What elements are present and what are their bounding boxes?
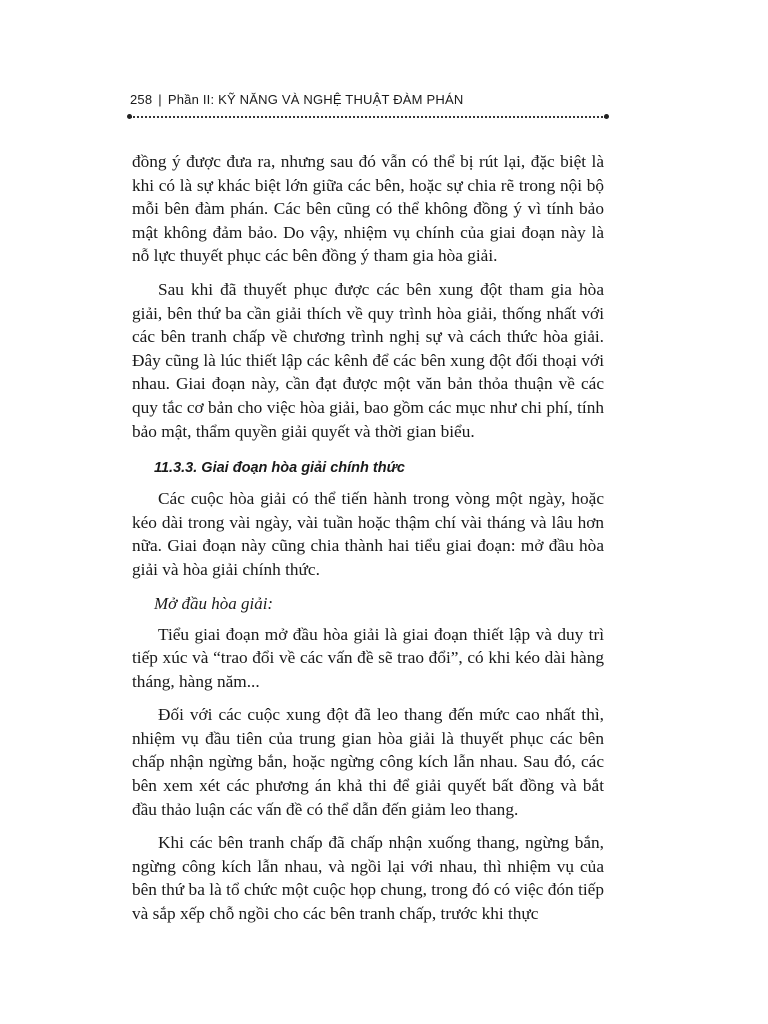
paragraph: Sau khi đã thuyết phục được các bên xung đột tham gia hòa giải, bên thứ ba cần giải thích về quy trình hòa giải, thống nhất với các bên tranh chấp về chương trình nghị sự và cách thức hòa giải. Đây cũng là lúc thiết lập các kênh để các bên xung đột đối thoại với nhau. Giai đoạn này, cần đạt được một văn bản thỏa thuận về các quy tắc cơ bản cho việc hòa giải, bao gồm các mục như chi phí, tính bảo mật, thẩm quyền giải quyết và thời gian biểu. <box>132 279 604 441</box>
paragraph: Tiểu giai đoạn mở đầu hòa giải là giai đoạn thiết lập và duy trì tiếp xúc và “trao đổi về các vấn đề sẽ trao đổi”, có khi kéo dài hàng tháng, hàng năm... <box>132 624 604 691</box>
header-separator: | <box>158 92 162 107</box>
rule-left-dot <box>127 114 132 119</box>
sub-heading: Mở đầu hòa giải: <box>154 593 274 613</box>
running-header <box>130 92 606 107</box>
part-title: Phần II: KỸ NĂNG VÀ NGHỆ THUẬT ĐÀM PHÁN <box>167 92 464 107</box>
paragraph-continued: đồng ý được đưa ra, nhưng sau đó vẫn có thể bị rút lại, đặc biệt là khi có là sự khác biệt lớn giữa các bên, hoặc sự chia rẽ trong nội bộ mỗi bên đàm phán. Các bên cũng có thể không đồng ý vì tính bảo mật không đảm bảo. Do vậy, nhiệm vụ chính của giai đoạn này là nỗ lực thuyết phục các bên đồng ý tham gia hòa giải. <box>132 152 604 266</box>
body-text <box>132 150 604 936</box>
paragraph: Các cuộc hòa giải có thể tiến hành trong vòng một ngày, hoặc kéo dài trong vài ngày, vài tuần hoặc thậm chí vài tháng và lâu hơn nữa. Giai đoạn này cũng chia thành hai tiểu giai đoạn: mở đầu hòa giải và hòa giải chính thức. <box>132 489 604 579</box>
paragraph: Đối với các cuộc xung đột đã leo thang đến mức cao nhất thì, nhiệm vụ đầu tiên của trung gian hòa giải là thuyết phục các bên chấp nhận ngừng bắn, hoặc ngừng công kích lẫn nhau. Sau đó, các bên xem xét các phương án khả thi để giải quyết bất đồng và bắt đầu thảo luận các vấn đề có thể dẫn đến giảm leo thang. <box>132 705 604 819</box>
header-dotted-rule <box>130 116 606 118</box>
page-number: 258 <box>130 92 153 107</box>
paragraph: Khi các bên tranh chấp đã chấp nhận xuống thang, ngừng bắn, ngừng công kích lẫn nhau, và ngồi lại với nhau, thì nhiệm vụ của bên thứ ba là tổ chức một cuộc họp chung, trong đó có việc đón tiếp và sắp xếp chỗ ngồi cho các bên tranh chấp, trước khi thực <box>132 833 604 924</box>
section-heading: 11.3.3. Giai đoạn hòa giải chính thức <box>154 460 405 477</box>
rule-right-dot <box>604 114 609 119</box>
